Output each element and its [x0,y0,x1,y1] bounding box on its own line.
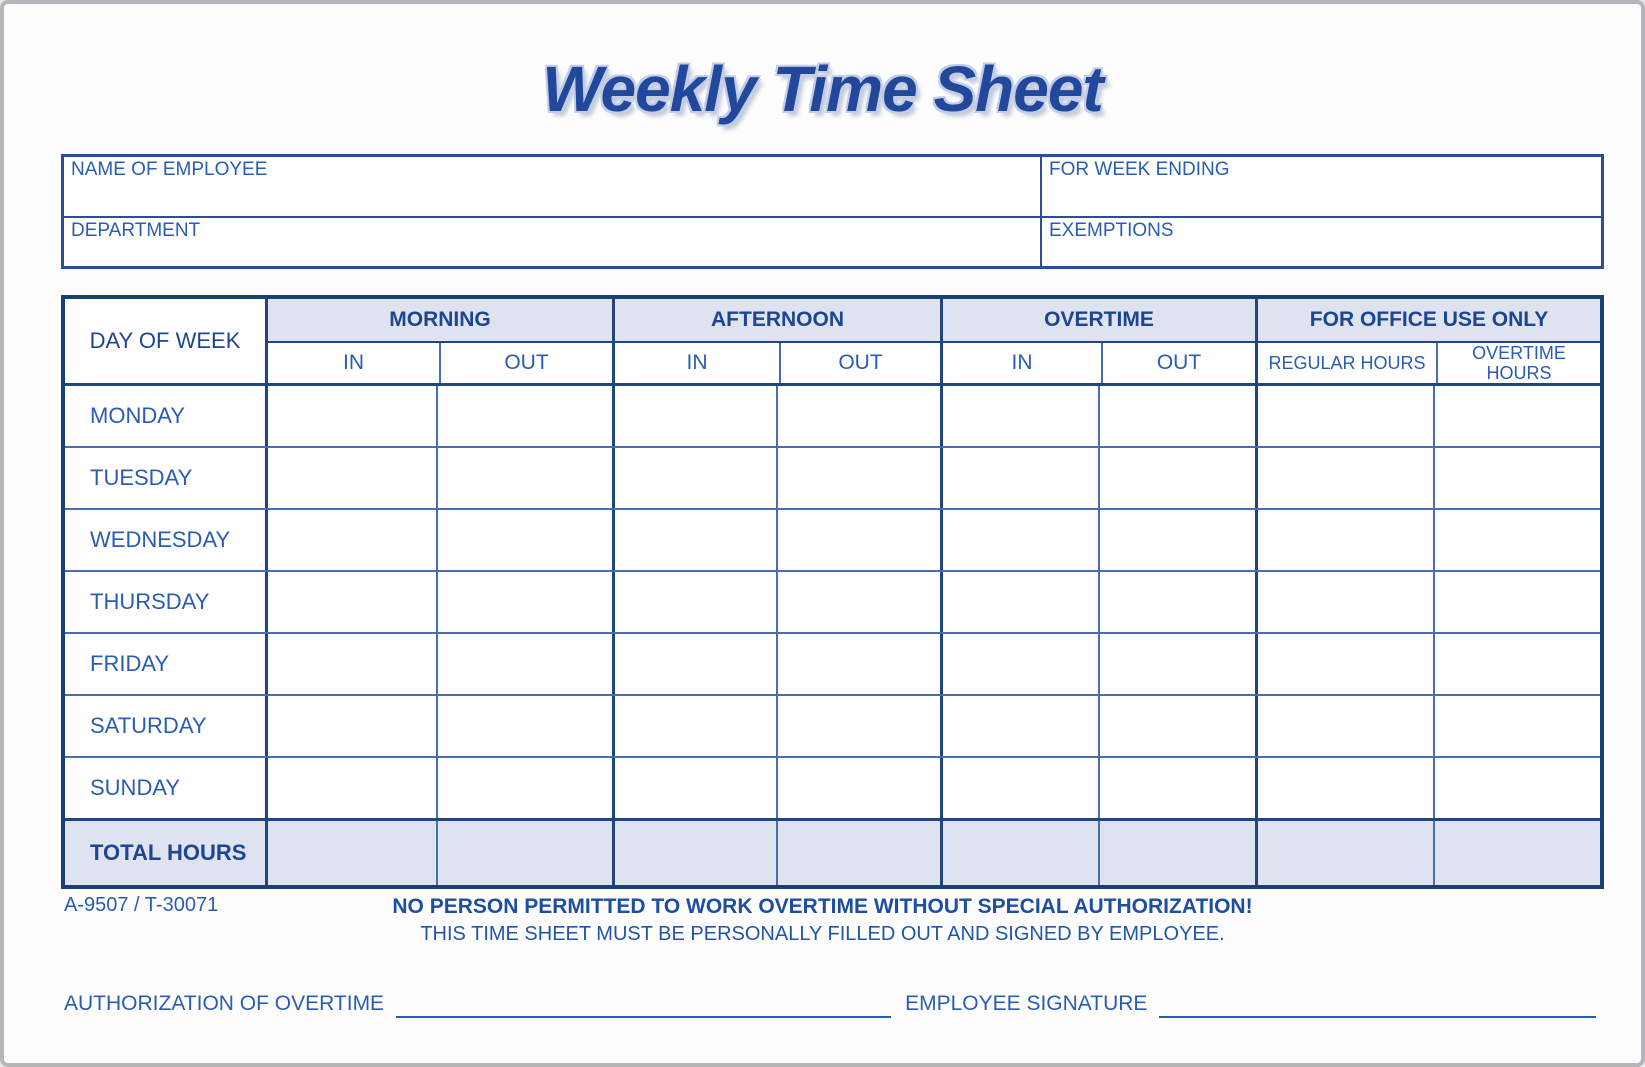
name-of-employee-label: NAME OF EMPLOYEE [71,159,268,180]
signature-row [64,989,1596,1018]
regular-hours-cell[interactable] [1255,386,1433,446]
total-morning-out-cell[interactable] [436,821,612,885]
day-label: FRIDAY [65,634,265,694]
regular-hours-header: REGULAR HOURS [1258,343,1436,383]
morning-in-cell[interactable] [265,634,436,694]
afternoon-in-cell[interactable] [612,696,776,756]
morning-in-cell[interactable] [265,386,436,446]
afternoon-in-cell[interactable] [612,758,776,818]
overtime-hours-cell[interactable] [1433,758,1600,818]
total-afternoon-in-cell[interactable] [612,821,776,885]
table-row [65,508,1600,570]
table-row [65,570,1600,632]
table-header [65,299,1600,386]
morning-out-cell[interactable] [436,448,612,508]
overtime-out-cell[interactable] [1098,634,1255,694]
overtime-in-cell[interactable] [940,758,1098,818]
department-field[interactable] [64,216,1040,266]
regular-hours-cell[interactable] [1255,758,1433,818]
morning-header: MORNING [268,299,612,343]
overtime-hours-cell[interactable] [1433,510,1600,570]
morning-in-cell[interactable] [265,572,436,632]
overtime-hours-cell[interactable] [1433,634,1600,694]
overtime-out-cell[interactable] [1098,758,1255,818]
overtime-hours-cell[interactable] [1433,448,1600,508]
afternoon-out-cell[interactable] [776,634,940,694]
overtime-out-cell[interactable] [1098,572,1255,632]
overtime-out-cell[interactable] [1098,696,1255,756]
table-row [65,756,1600,818]
afternoon-out-cell[interactable] [776,758,940,818]
table-row [65,446,1600,508]
day-label: MONDAY [65,386,265,446]
overtime-in-cell[interactable] [940,386,1098,446]
afternoon-out-cell[interactable] [776,696,940,756]
overtime-in-cell[interactable] [940,448,1098,508]
afternoon-in-cell[interactable] [612,572,776,632]
authorization-signature-line[interactable] [396,990,891,1018]
afternoon-in-cell[interactable] [612,510,776,570]
overtime-in-header: IN [943,343,1101,383]
day-of-week-header: DAY OF WEEK [65,299,265,383]
office-use-column-group [1255,299,1600,383]
signature-instruction-text: THIS TIME SHEET MUST BE PERSONALLY FILLED OUT AND SIGNED BY EMPLOYEE. [420,923,1225,945]
overtime-out-cell[interactable] [1098,510,1255,570]
morning-in-header: IN [268,343,439,383]
overtime-in-cell[interactable] [940,510,1098,570]
morning-out-cell[interactable] [436,510,612,570]
office-use-header: FOR OFFICE USE ONLY [1258,299,1600,343]
afternoon-column-group [612,299,940,383]
afternoon-header: AFTERNOON [615,299,940,343]
table-row [65,386,1600,446]
afternoon-out-cell[interactable] [776,448,940,508]
week-ending-field[interactable] [1040,157,1601,216]
exemptions-label: EXEMPTIONS [1049,220,1174,241]
total-overtime-out-cell[interactable] [1098,821,1255,885]
morning-out-cell[interactable] [436,758,612,818]
morning-out-header: OUT [439,343,612,383]
overtime-out-cell[interactable] [1098,386,1255,446]
overtime-header: OVERTIME [943,299,1255,343]
day-label: TUESDAY [65,448,265,508]
morning-in-cell[interactable] [265,510,436,570]
day-label: SATURDAY [65,696,265,756]
total-morning-in-cell[interactable] [265,821,436,885]
overtime-hours-cell[interactable] [1433,386,1600,446]
regular-hours-cell[interactable] [1255,572,1433,632]
day-label: SUNDAY [65,758,265,818]
overtime-hours-header: OVERTIME HOURS [1436,343,1600,383]
overtime-column-group [940,299,1255,383]
week-ending-label: FOR WEEK ENDING [1049,159,1230,180]
total-hours-label: TOTAL HOURS [65,821,265,885]
regular-hours-cell[interactable] [1255,448,1433,508]
morning-out-cell[interactable] [436,386,612,446]
regular-hours-cell[interactable] [1255,634,1433,694]
afternoon-in-cell[interactable] [612,448,776,508]
afternoon-out-cell[interactable] [776,386,940,446]
employee-signature-line[interactable] [1159,990,1596,1018]
timesheet-table [61,295,1604,889]
name-of-employee-field[interactable] [64,157,1040,216]
table-row [65,694,1600,756]
overtime-in-cell[interactable] [940,696,1098,756]
morning-in-cell[interactable] [265,758,436,818]
afternoon-in-cell[interactable] [612,634,776,694]
department-label: DEPARTMENT [71,220,201,241]
total-afternoon-out-cell[interactable] [776,821,940,885]
overtime-hours-cell[interactable] [1433,572,1600,632]
overtime-warning-text: NO PERSON PERMITTED TO WORK OVERTIME WITHOUT SPECIAL AUTHORIZATION! [392,895,1253,918]
morning-column-group [265,299,612,383]
morning-out-cell[interactable] [436,696,612,756]
form-number: A-9507 / T-30071 [64,894,219,916]
table-body [65,386,1600,818]
overtime-in-cell[interactable] [940,572,1098,632]
authorization-of-overtime-label: AUTHORIZATION OF OVERTIME [64,992,385,1015]
overtime-in-cell[interactable] [940,634,1098,694]
afternoon-in-header: IN [615,343,779,383]
total-regular-hours-cell[interactable] [1255,821,1433,885]
exemptions-field[interactable] [1040,216,1601,266]
employee-info-box [61,154,1604,269]
afternoon-in-cell[interactable] [612,386,776,446]
overtime-hours-cell[interactable] [1433,696,1600,756]
morning-out-cell[interactable] [436,572,612,632]
table-row [65,632,1600,694]
total-hours-row [65,818,1600,885]
employee-signature-label: EMPLOYEE SIGNATURE [905,992,1148,1015]
regular-hours-cell[interactable] [1255,696,1433,756]
total-overtime-in-cell[interactable] [940,821,1098,885]
morning-in-cell[interactable] [265,448,436,508]
page-title: Weekly Time Sheet [542,53,1103,125]
morning-out-cell[interactable] [436,634,612,694]
afternoon-out-cell[interactable] [776,510,940,570]
day-label: THURSDAY [65,572,265,632]
afternoon-out-header: OUT [779,343,940,383]
afternoon-out-cell[interactable] [776,572,940,632]
day-label: WEDNESDAY [65,510,265,570]
overtime-out-cell[interactable] [1098,448,1255,508]
morning-in-cell[interactable] [265,696,436,756]
overtime-out-header: OUT [1101,343,1255,383]
regular-hours-cell[interactable] [1255,510,1433,570]
total-overtime-hours-cell[interactable] [1433,821,1600,885]
